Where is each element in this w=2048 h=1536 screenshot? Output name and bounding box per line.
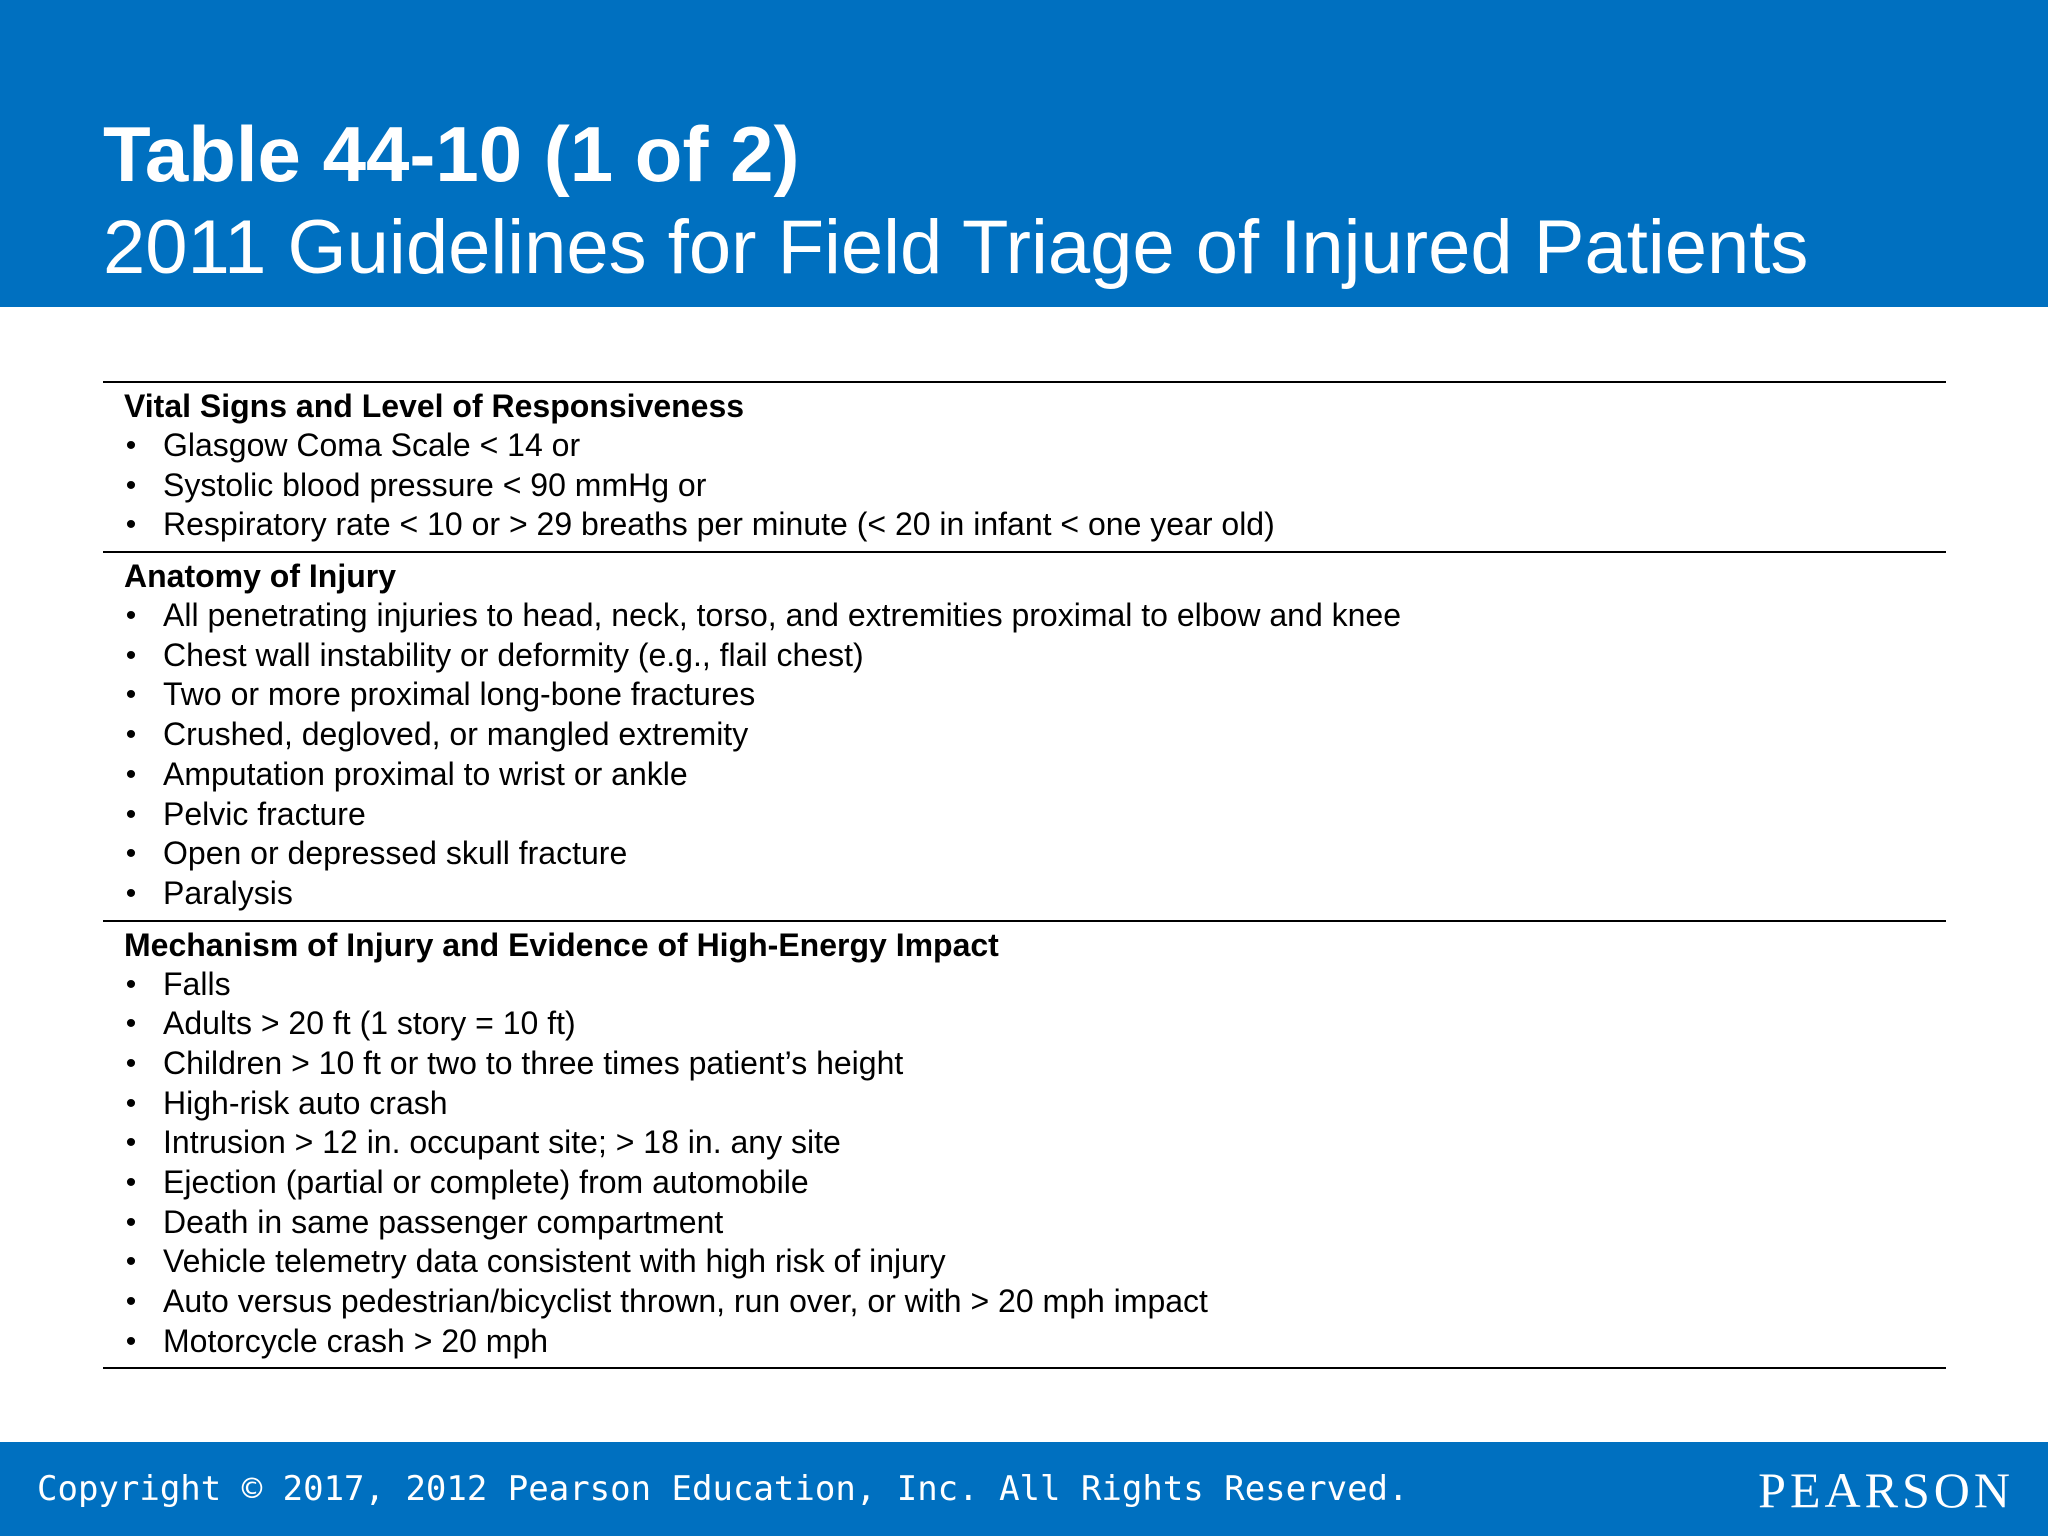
item-text: Chest wall instability or deformity (e.g., flail chest): [163, 636, 864, 673]
item-text: Two or more proximal long-bone fractures: [163, 676, 756, 713]
list-item: [124, 755, 1946, 795]
list-item: [124, 466, 1946, 506]
section-heading: Anatomy of Injury: [124, 558, 397, 595]
list-item: [124, 1084, 1946, 1124]
list-item: [124, 874, 1946, 914]
bullet-icon: •: [125, 1046, 137, 1080]
list-item: [124, 426, 1946, 466]
item-text: Systolic blood pressure < 90 mmHg or: [163, 466, 707, 503]
list-item: [124, 505, 1946, 545]
item-list: [124, 426, 1946, 545]
slide-subtitle: 2011 Guidelines for Field Triage of Injured Patients: [103, 205, 1809, 290]
list-item: [124, 1123, 1946, 1163]
item-text: Crushed, degloved, or mangled extremity: [163, 716, 749, 753]
bullet-icon: •: [125, 1324, 137, 1358]
section-heading: Vital Signs and Level of Responsiveness: [124, 388, 745, 424]
item-text: Falls: [163, 965, 231, 1002]
list-item: [124, 1203, 1946, 1243]
item-text: Pelvic fracture: [163, 795, 366, 832]
footer-bar: [0, 1442, 2048, 1536]
bullet-icon: •: [125, 638, 137, 672]
list-item: [124, 1004, 1946, 1044]
item-text: Paralysis: [163, 874, 293, 911]
item-text: Vehicle telemetry data consistent with high risk of injury: [163, 1243, 946, 1280]
copyright-notice: Copyright © 2017, 2012 Pearson Education, Inc. All Rights Reserved.: [37, 1469, 1409, 1509]
list-item: [124, 1322, 1946, 1362]
bullet-icon: •: [125, 468, 137, 502]
bullet-icon: •: [125, 1166, 137, 1199]
bullet-icon: •: [125, 718, 137, 752]
list-item: [124, 795, 1946, 835]
item-text: Children > 10 ft or two to three times patient’s height: [163, 1044, 904, 1081]
bullet-icon: •: [125, 1086, 137, 1120]
bullet-icon: •: [125, 797, 137, 831]
bullet-icon: •: [125, 599, 137, 633]
bullet-icon: •: [125, 1126, 137, 1160]
table-section-vital-signs: [103, 381, 1946, 551]
triage-guidelines-table: [103, 381, 1946, 1369]
bullet-icon: •: [125, 429, 137, 462]
list-item: [124, 834, 1946, 874]
list-item: [124, 636, 1946, 676]
item-text: High-risk auto crash: [163, 1084, 448, 1121]
list-item: [124, 965, 1946, 1005]
item-list: [124, 596, 1946, 914]
item-list: [124, 965, 1946, 1362]
item-text: Death in same passenger compartment: [163, 1203, 724, 1240]
list-item: [124, 675, 1946, 715]
bullet-icon: •: [125, 967, 137, 1001]
title-banner: [0, 0, 2048, 307]
item-text: Ejection (partial or complete) from automobile: [163, 1164, 809, 1200]
item-text: Intrusion > 12 in. occupant site; > 18 in. any site: [163, 1124, 841, 1161]
table-section-mechanism: [103, 920, 1946, 1370]
item-text: Open or depressed skull fracture: [163, 835, 628, 872]
bullet-icon: •: [125, 876, 137, 910]
item-text: All penetrating injuries to head, neck, torso, and extremities proximal to elbow and knee: [163, 597, 1402, 634]
slide-title: Table 44-10 (1 of 2): [103, 110, 800, 198]
list-item: [124, 1242, 1946, 1282]
item-text: Amputation proximal to wrist or ankle: [163, 755, 688, 792]
bullet-icon: •: [125, 678, 137, 712]
list-item: [124, 1282, 1946, 1322]
item-text: Respiratory rate < 10 or > 29 breaths per minute (< 20 in infant < one year old): [163, 506, 1275, 543]
item-text: Auto versus pedestrian/bicyclist thrown, run over, or with > 20 mph impact: [163, 1283, 1208, 1320]
list-item: [124, 1044, 1946, 1084]
bullet-icon: •: [125, 837, 137, 871]
bullet-icon: •: [125, 1007, 137, 1041]
item-text: Adults > 20 ft (1 story = 10 ft): [163, 1005, 576, 1042]
section-heading: Mechanism of Injury and Evidence of High-Energy Impact: [124, 926, 999, 963]
bullet-icon: •: [125, 1205, 137, 1239]
bullet-icon: •: [125, 508, 137, 542]
bullet-icon: •: [125, 1245, 137, 1279]
list-item: [124, 1163, 1946, 1203]
list-item: [124, 715, 1946, 755]
bullet-icon: •: [125, 757, 137, 791]
bullet-icon: •: [125, 1285, 137, 1319]
pearson-logo: PEARSON: [1758, 1462, 2014, 1518]
table-section-anatomy: [103, 551, 1946, 920]
item-text: Glasgow Coma Scale < 14 or: [163, 427, 581, 463]
list-item: [124, 596, 1946, 636]
item-text: Motorcycle crash > 20 mph: [163, 1322, 549, 1359]
